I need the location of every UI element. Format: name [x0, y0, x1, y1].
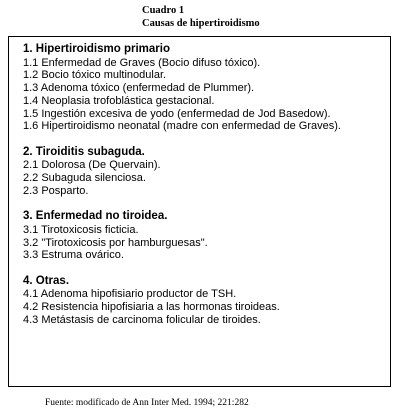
section-title: 2. Tiroiditis subaguda.: [23, 145, 145, 158]
list-item: 4.1 Adenoma hipofisiario productor de TSH.: [23, 288, 237, 301]
caption-number: Cuadro 1: [142, 5, 185, 16]
list-item: 1.2 Bocio tóxico multinodular.: [23, 69, 167, 82]
section-subacute-thyroiditis: [23, 146, 390, 198]
section-title: 3. Enfermedad no tiroidea.: [23, 210, 168, 223]
list-item: 1.5 Ingestión excesiva de yodo (enfermedad de Jod Basedow).: [23, 107, 331, 120]
caption-title: Causas de hipertiroidismo: [142, 18, 260, 29]
list-item: 3.3 Estruma ovárico.: [23, 249, 124, 262]
table-caption: [142, 4, 260, 30]
section-title: 4. Otras.: [23, 274, 70, 287]
list-item: 3.2 "Tirotoxicosis por hamburguesas".: [23, 236, 208, 249]
causes-table: [8, 36, 391, 387]
source-footnote: Fuente: modificado de Ann Inter Med. 1994; 221:282: [45, 398, 249, 408]
list-item: 4.3 Metástasis de carcinoma folicular de tiroides.: [23, 313, 261, 326]
list-item: 1.3 Adenoma tóxico (enfermedad de Plummer).: [23, 82, 255, 95]
list-item: 3.1 Tirotoxicosis ficticia.: [23, 223, 139, 236]
section-title: 1. Hipertiroidismo primario: [23, 43, 170, 55]
list-item: 2.2 Subaguda silenciosa.: [23, 172, 146, 185]
list-item: 1.4 Neoplasia trofoblástica gestacional.: [23, 94, 215, 107]
list-item: 4.2 Resistencia hipofisiaria a las hormonas tiroideas.: [23, 301, 280, 314]
section-other: [23, 275, 390, 327]
section-non-thyroid-disease: [23, 210, 390, 262]
list-item: 1.6 Hipertiroidismo neonatal (madre con enfermedad de Graves).: [23, 120, 341, 133]
list-item: 2.3 Posparto.: [23, 184, 89, 197]
list-item: 1.1 Enfermedad de Graves (Bocio difuso tóxico).: [23, 56, 261, 69]
list-item: 2.1 Dolorosa (De Quervain).: [23, 159, 161, 172]
section-primary-hyperthyroidism: [23, 43, 390, 133]
